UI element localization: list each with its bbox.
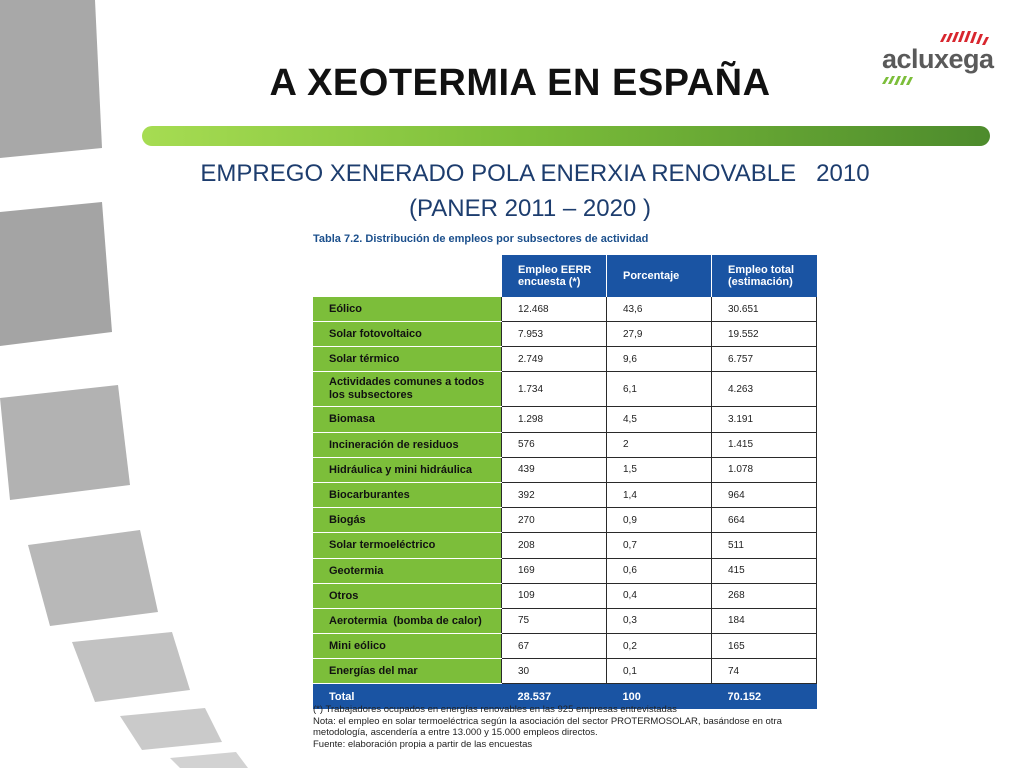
row-label: Energías del mar — [313, 659, 502, 684]
column-header: Porcentaje — [607, 255, 712, 297]
gray-panel — [28, 530, 158, 626]
green-divider-bar — [142, 126, 990, 146]
gray-panel — [0, 202, 112, 346]
table-row — [313, 322, 817, 347]
cell-empleo: 576 — [502, 432, 607, 457]
column-header: Empleo total (estimación) — [712, 255, 817, 297]
row-label: Incineración de residuos — [313, 432, 502, 457]
row-label: Solar termoeléctrico — [313, 533, 502, 558]
cell-porcentaje: 0,2 — [607, 634, 712, 659]
cell-porcentaje: 0,1 — [607, 659, 712, 684]
total-total: 70.152 — [712, 684, 817, 709]
cell-porcentaje: 1,4 — [607, 482, 712, 507]
table-row — [313, 583, 817, 608]
table-row — [313, 407, 817, 432]
cell-empleo: 270 — [502, 508, 607, 533]
cell-empleo: 1.298 — [502, 407, 607, 432]
cell-empleo: 208 — [502, 533, 607, 558]
cell-empleo: 439 — [502, 457, 607, 482]
header-blank-cell — [313, 255, 502, 297]
cell-porcentaje: 0,7 — [607, 533, 712, 558]
cell-empleo: 75 — [502, 608, 607, 633]
cell-porcentaje: 0,4 — [607, 583, 712, 608]
table-notes — [313, 704, 782, 750]
table-row — [313, 558, 817, 583]
gray-panel — [170, 752, 248, 768]
table-row — [313, 533, 817, 558]
table-row — [313, 508, 817, 533]
cell-empleo: 169 — [502, 558, 607, 583]
row-label: Mini eólico — [313, 634, 502, 659]
cell-total: 268 — [712, 583, 817, 608]
cell-total: 964 — [712, 482, 817, 507]
gray-panel — [120, 708, 222, 750]
row-label: Eólico — [313, 297, 502, 322]
cell-porcentaje: 1,5 — [607, 457, 712, 482]
page-title: A XEOTERMIA EN ESPAÑA — [269, 62, 771, 104]
cell-total: 30.651 — [712, 297, 817, 322]
cell-total: 1.415 — [712, 432, 817, 457]
table-row — [313, 659, 817, 684]
cell-total: 511 — [712, 533, 817, 558]
subtitle-line-1: EMPREGO XENERADO POLA ENERXIA RENOVABLE 2010 — [200, 160, 870, 187]
table-row — [313, 608, 817, 633]
cell-porcentaje: 0,3 — [607, 608, 712, 633]
cell-total: 415 — [712, 558, 817, 583]
employment-table — [313, 255, 817, 709]
decorative-gray-panels — [0, 0, 260, 768]
table-row — [313, 634, 817, 659]
table-row — [313, 297, 817, 322]
cell-porcentaje: 2 — [607, 432, 712, 457]
table-header-row — [313, 255, 817, 297]
cell-empleo: 1.734 — [502, 372, 607, 407]
row-label: Solar fotovoltaico — [313, 322, 502, 347]
acluxega-logo — [876, 30, 996, 92]
cell-porcentaje: 0,9 — [607, 508, 712, 533]
cell-empleo: 7.953 — [502, 322, 607, 347]
row-label: Geotermia — [313, 558, 502, 583]
row-label: Biocarburantes — [313, 482, 502, 507]
note-line: metodología, ascendería a entre 13.000 y 15.000 empleos directos. — [313, 727, 598, 738]
cell-porcentaje: 0,6 — [607, 558, 712, 583]
cell-empleo: 67 — [502, 634, 607, 659]
gray-panel — [72, 632, 190, 702]
cell-porcentaje: 43,6 — [607, 297, 712, 322]
total-porcentaje: 100 — [607, 684, 712, 709]
row-label: Biomasa — [313, 407, 502, 432]
cell-total: 1.078 — [712, 457, 817, 482]
cell-total: 6.757 — [712, 347, 817, 372]
total-label: Total — [313, 684, 502, 709]
cell-total: 664 — [712, 508, 817, 533]
cell-total: 19.552 — [712, 322, 817, 347]
cell-total: 165 — [712, 634, 817, 659]
cell-porcentaje: 9,6 — [607, 347, 712, 372]
row-label: Actividades comunes a todos los subsectores — [313, 372, 502, 407]
table-caption: Tabla 7.2. Distribución de empleos por subsectores de actividad — [313, 233, 649, 245]
cell-empleo: 30 — [502, 659, 607, 684]
row-label: Hidráulica y mini hidráulica — [313, 457, 502, 482]
gray-panel — [0, 385, 130, 500]
cell-total: 3.191 — [712, 407, 817, 432]
cell-empleo: 109 — [502, 583, 607, 608]
cell-empleo: 392 — [502, 482, 607, 507]
table-row — [313, 482, 817, 507]
cell-porcentaje: 4,5 — [607, 407, 712, 432]
logo-text: acluxega — [882, 44, 994, 74]
note-line: Nota: el empleo en solar termoeléctrica según la asociación del sector PROTERMOSOLAR, basándose en otra — [313, 715, 782, 727]
column-header: Empleo EERR encuesta (*) — [502, 255, 607, 297]
table-row — [313, 347, 817, 372]
table-row — [313, 372, 817, 407]
cell-porcentaje: 27,9 — [607, 322, 712, 347]
row-label: Aerotermia (bomba de calor) — [313, 608, 502, 633]
note-line: (*) Trabajadores ocupados en energías renovables en las 925 empresas entrevistadas — [313, 704, 677, 715]
cell-total: 74 — [712, 659, 817, 684]
cell-empleo: 12.468 — [502, 297, 607, 322]
table-row — [313, 457, 817, 482]
note-line: Fuente: elaboración propia a partir de las encuestas — [313, 738, 533, 750]
row-label: Solar térmico — [313, 347, 502, 372]
cell-porcentaje: 6,1 — [607, 372, 712, 407]
row-label: Otros — [313, 583, 502, 608]
cell-total: 4.263 — [712, 372, 817, 407]
cell-total: 184 — [712, 608, 817, 633]
row-label: Biogás — [313, 508, 502, 533]
gray-panel — [0, 0, 102, 158]
subtitle-line-2: (PANER 2011 – 2020 ) — [409, 195, 651, 222]
cell-empleo: 2.749 — [502, 347, 607, 372]
total-empleo: 28.537 — [502, 684, 607, 709]
table-row — [313, 432, 817, 457]
